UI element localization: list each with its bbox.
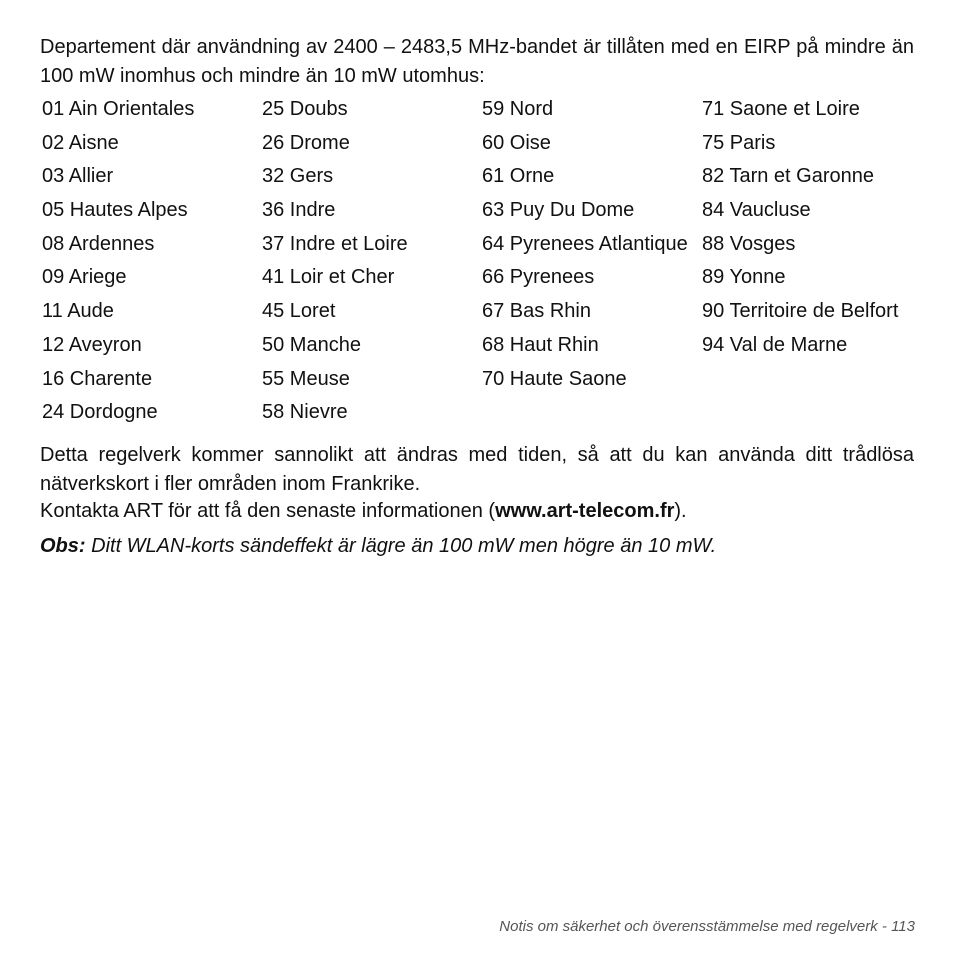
art-telecom-link[interactable]: www.art-telecom.fr	[495, 500, 675, 522]
note-paragraph	[40, 532, 914, 561]
department-column	[480, 95, 700, 432]
department-item: 37 Indre et Loire	[262, 232, 408, 255]
department-item: 03 Allier	[42, 165, 114, 188]
department-item: 25 Doubs	[262, 98, 348, 120]
department-item: 90 Territoire de Belfort	[702, 300, 899, 323]
department-item: 64 Pyrenees Atlantique	[482, 232, 688, 255]
department-item: 09 Ariege	[42, 266, 127, 289]
department-item: 41 Loir et Cher	[262, 266, 395, 289]
department-item: 05 Hautes Alpes	[42, 199, 188, 222]
contact-paragraph	[40, 497, 914, 526]
contact-text: Kontakta ART för att få den senaste informationen (	[40, 500, 496, 522]
department-item: 58 Nievre	[262, 401, 348, 424]
department-item: 11 Aude	[42, 300, 114, 323]
department-item: 88 Vosges	[702, 232, 796, 255]
department-column	[700, 95, 920, 432]
department-item: 71 Saone et Loire	[702, 98, 860, 120]
department-item: 26 Drome	[262, 131, 350, 154]
department-item: 84 Vaucluse	[702, 199, 811, 222]
department-item: 02 Aisne	[42, 131, 119, 154]
department-item: 82 Tarn et Garonne	[702, 165, 874, 188]
department-item: 60 Oise	[482, 131, 551, 154]
department-item: 16 Charente	[42, 367, 153, 390]
department-item: 12 Aveyron	[42, 333, 142, 356]
department-column	[260, 95, 480, 432]
department-item: 63 Puy Du Dome	[482, 199, 635, 222]
department-item: 61 Orne	[482, 165, 555, 188]
department-item: 55 Meuse	[262, 367, 350, 390]
department-list	[40, 95, 920, 432]
department-column	[40, 95, 260, 432]
department-item: 36 Indre	[262, 199, 336, 222]
department-item: 59 Nord	[482, 98, 554, 120]
contact-text-end: ).	[674, 500, 687, 522]
intro-paragraph: Departement där användning av 2400 – 2483,5 MHz-bandet är tillåten med en EIRP på mindre än 100 mW inomhus och mindre än 10 mW utomhus:	[40, 36, 914, 87]
department-item: 24 Dordogne	[42, 401, 158, 424]
department-item: 45 Loret	[262, 300, 336, 323]
department-item: 94 Val de Marne	[702, 333, 848, 356]
page-footer: Notis om säkerhet och överensstämmelse med regelverk - 113	[499, 918, 915, 935]
department-item: 70 Haute Saone	[482, 367, 627, 390]
department-item: 68 Haut Rhin	[482, 333, 599, 356]
note-label: Obs:	[40, 535, 86, 557]
department-item: 66 Pyrenees	[482, 266, 595, 289]
department-item: 75 Paris	[702, 131, 776, 154]
regulation-change-paragraph: Detta regelverk kommer sannolikt att ändras med tiden, så att du kan använda ditt trådlösa nätverkskort i fler områden inom Frankrike.	[40, 444, 914, 495]
note-text: Ditt WLAN-korts sändeffekt är lägre än 100 mW men högre än 10 mW.	[85, 535, 717, 557]
department-item: 01 Ain Orientales	[42, 98, 195, 120]
department-item: 32 Gers	[262, 165, 334, 188]
department-item: 67 Bas Rhin	[482, 300, 591, 323]
department-item: 50 Manche	[262, 333, 361, 356]
department-item: 89 Yonne	[702, 266, 786, 289]
department-item: 08 Ardennes	[42, 232, 155, 255]
